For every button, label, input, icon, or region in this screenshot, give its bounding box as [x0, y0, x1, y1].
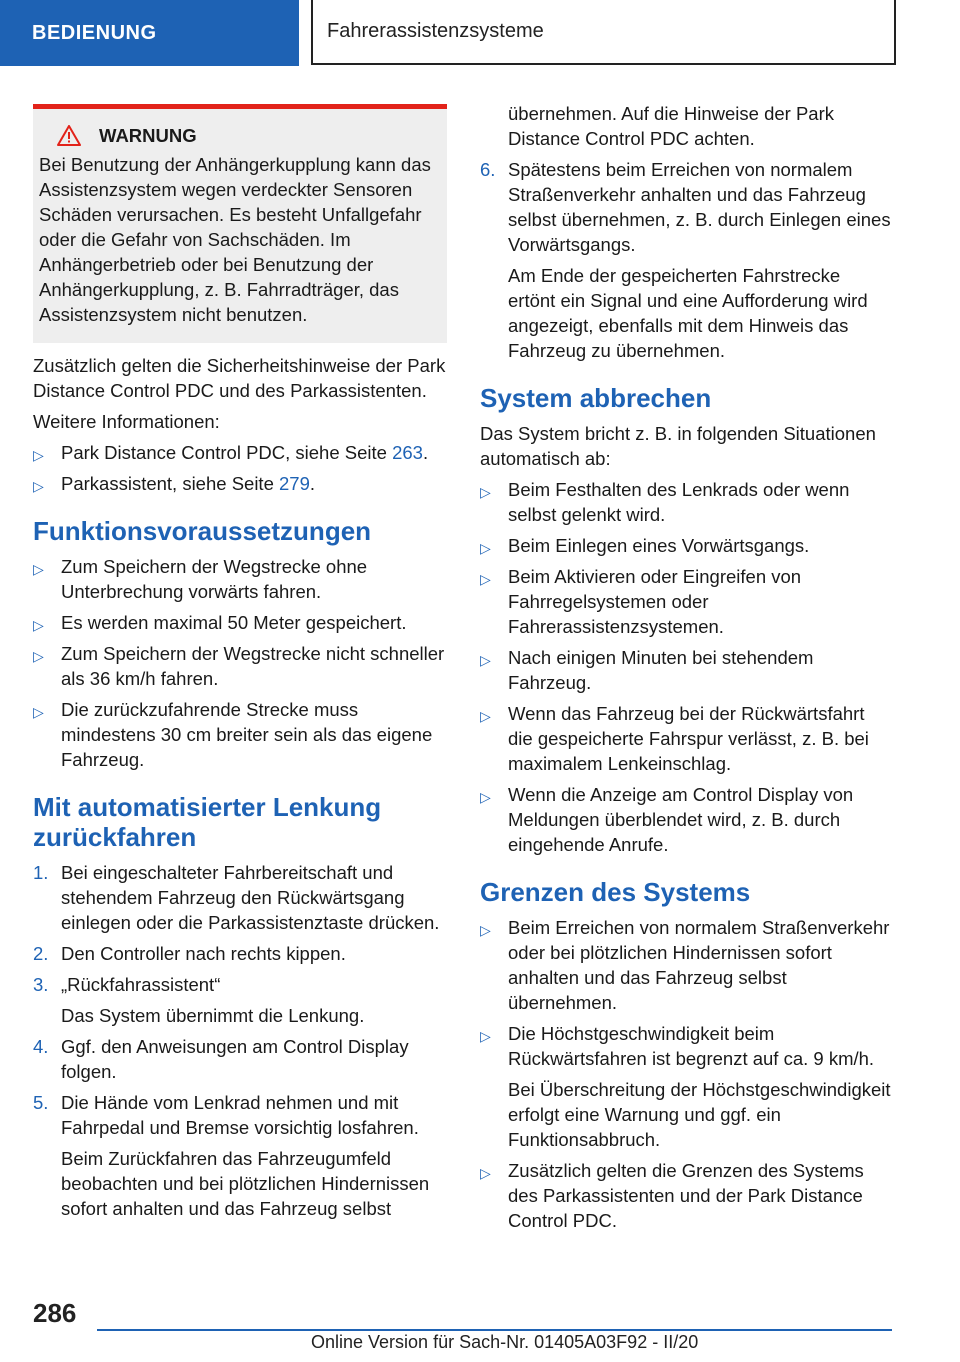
step-number: 4. [33, 1036, 49, 1057]
triangle-bullet-icon: ▷ [33, 704, 44, 720]
warning-heading [39, 123, 437, 148]
more-info-label: Weitere Informationen: [33, 411, 220, 432]
list-item [480, 701, 892, 776]
triangle-bullet-icon: ▷ [480, 708, 491, 724]
heading-reverse-assist: Mit automatisierter Lenkung zurückfahren [33, 792, 382, 852]
list-item-text: Zum Speichern der Wegstrecke nicht schneller als 36 km/h fahren. [61, 643, 445, 689]
list-item-text: Die zurückzufahrende Strecke muss mindestens 30 cm breiter sein als das eigene Fahrzeug. [61, 699, 433, 770]
step-number: 5. [33, 1092, 49, 1113]
steps-list [33, 1034, 447, 1140]
list-item-text: Park Distance Control PDC, siehe Seite [61, 442, 393, 463]
page-link[interactable]: 263 [392, 442, 423, 463]
list-item [480, 1158, 892, 1233]
triangle-bullet-icon: ▷ [480, 1028, 491, 1044]
steps-list [480, 157, 892, 257]
list-item-text: Beim Erreichen von normalem Straßenverkehr oder bei plötzlichen Hindernissen sofort anhalten und das Fahrzeug selbst übernehmen. [508, 917, 890, 1013]
warning-text: Bei Benutzung der Anhängerkupplung kann das Assistenzsystem wegen verdeckter Sensoren Schäden verursachen. Es besteht Unfallgefahr oder die Gefahr von Sachschäden. Im Anhängerbetrieb oder bei Benutzung der Anhängerkupplung, z. B. Fahrradträger, das Assistenzsystem nicht benutzen. [39, 154, 431, 325]
triangle-bullet-icon: ▷ [480, 922, 491, 938]
step-text: Den Controller nach rechts kippen. [61, 943, 346, 964]
abort-intro: Das System bricht z. B. in folgenden Situationen automatisch ab: [480, 423, 876, 469]
step-text: Spätestens beim Erreichen von normalem Straßenverkehr anhalten und das Fahrzeug selbst übernehmen, z. B. durch Einlegen eines Vorwärtsgangs. [508, 159, 891, 255]
list-item [480, 782, 892, 857]
triangle-bullet-icon: ▷ [33, 447, 44, 463]
steps-list [33, 860, 447, 997]
list-item-text: Zusätzlich gelten die Grenzen des Systems des Parkassistenten und der Park Distance Control PDC. [508, 1160, 864, 1231]
right-column [480, 101, 892, 1239]
section-title: Fahrerassistenzsysteme [311, 0, 896, 65]
triangle-bullet-icon: ▷ [480, 652, 491, 668]
warning-icon [57, 125, 81, 146]
triangle-bullet-icon: ▷ [480, 484, 491, 500]
list-item [480, 645, 892, 695]
step-continuation: Das System übernimmt die Lenkung. [61, 1005, 365, 1026]
page-link[interactable]: 279 [279, 473, 310, 494]
list-item [33, 440, 447, 465]
warning-title: WARNUNG [99, 125, 197, 146]
footer-text: Online Version für Sach-Nr. 01405A03F92 - II/20 [311, 1332, 699, 1352]
step-item [33, 941, 447, 966]
list-item-text: Die Höchstgeschwindigkeit beim Rückwärtsfahren ist begrenzt auf ca. 9 km/h. [508, 1023, 875, 1069]
triangle-bullet-icon: ▷ [33, 648, 44, 664]
list-item-text: Beim Festhalten des Lenkrads oder wenn selbst gelenkt wird. [508, 479, 850, 525]
list-item [33, 697, 447, 772]
footer-divider [97, 1329, 892, 1331]
heading-abort: System abbrechen [480, 383, 712, 413]
prerequisites-list [33, 554, 447, 772]
list-item [33, 610, 447, 635]
abort-list [480, 477, 892, 857]
info-list [33, 440, 447, 496]
triangle-bullet-icon: ▷ [480, 1165, 491, 1181]
list-item [480, 1021, 892, 1071]
list-continuation: Bei Überschreitung der Höchstgeschwindigkeit erfolgt eine Warnung und ggf. ein Funktionsabbruch. [508, 1079, 891, 1150]
list-item-text: Nach einigen Minuten bei stehendem Fahrzeug. [508, 647, 814, 693]
list-item-punct: . [309, 473, 316, 494]
list-item [480, 533, 892, 558]
step-number: 6. [480, 159, 496, 180]
step-item [480, 157, 892, 257]
list-item [33, 554, 447, 604]
triangle-bullet-icon: ▷ [480, 789, 491, 805]
list-item [33, 641, 447, 691]
list-item-text: Beim Einlegen eines Vorwärtsgangs. [508, 535, 810, 556]
page-number: 286 [33, 1298, 77, 1328]
list-item-text: Parkassistent, siehe Seite [61, 473, 279, 494]
step-number: 3. [33, 974, 49, 995]
list-item-text: Beim Aktivieren oder Eingreifen von Fahrregelsystemen oder Fahrerassistenzsystemen. [508, 566, 802, 637]
list-item [480, 915, 892, 1015]
step-item [33, 972, 447, 997]
list-item-text: Wenn die Anzeige am Control Display von Meldungen überblendet wird, z. B. durch eingehende Anrufe. [508, 784, 854, 855]
triangle-bullet-icon: ▷ [480, 571, 491, 587]
step-text: Ggf. den Anweisungen am Control Display folgen. [61, 1036, 409, 1082]
step-number: 2. [33, 943, 49, 964]
triangle-bullet-icon: ▷ [33, 561, 44, 577]
chapter-tab: BEDIENUNG [0, 0, 299, 66]
step-text: „Rückfahrassistent“ [61, 974, 221, 995]
step-item [33, 1090, 447, 1140]
step-item [33, 1034, 447, 1084]
step-text: Bei eingeschalteter Fahrbereitschaft und stehendem Fahrzeug den Rückwärtsgang einlegen oder die Parkassistenztaste drücken. [61, 862, 440, 933]
step-number: 1. [33, 862, 49, 883]
heading-prerequisites: Funktionsvoraussetzungen [33, 516, 372, 546]
warning-box [33, 104, 447, 343]
safety-note: Zusätzlich gelten die Sicherheitshinweise der Park Distance Control PDC und des Parkassistenten. [33, 355, 446, 401]
list-item-text: Es werden maximal 50 Meter gespeichert. [61, 612, 407, 633]
left-column [33, 104, 447, 1227]
triangle-bullet-icon: ▷ [480, 540, 491, 556]
list-item [480, 564, 892, 639]
list-item-text: Zum Speichern der Wegstrecke ohne Unterbrechung vorwärts fahren. [61, 556, 368, 602]
step-continuation: übernehmen. Auf die Hinweise der Park Distance Control PDC achten. [508, 103, 834, 149]
step-continuation: Beim Zurückfahren das Fahrzeugumfeld beobachten und bei plötzlichen Hindernissen sofort anhalten und das Fahrzeug selbst [61, 1148, 430, 1219]
step-text: Die Hände vom Lenkrad nehmen und mit Fahrpedal und Bremse vorsichtig losfahren. [61, 1092, 419, 1138]
heading-limits: Grenzen des Systems [480, 877, 751, 907]
triangle-bullet-icon: ▷ [33, 478, 44, 494]
step-item [33, 860, 447, 935]
list-item-punct: . [422, 442, 429, 463]
limits-list [480, 915, 892, 1071]
triangle-bullet-icon: ▷ [33, 617, 44, 633]
list-item [33, 471, 447, 496]
limits-list [480, 1158, 892, 1233]
list-item-text: Wenn das Fahrzeug bei der Rückwärtsfahrt die gespeicherte Fahrspur verlässt, z. B. bei maximalem Lenkeinschlag. [508, 703, 869, 774]
list-item [480, 477, 892, 527]
step-continuation: Am Ende der gespeicherten Fahrstrecke ertönt ein Signal und eine Aufforderung wird angezeigt, ebenfalls mit dem Hinweis das Fahrzeug zu übernehmen. [508, 265, 868, 361]
